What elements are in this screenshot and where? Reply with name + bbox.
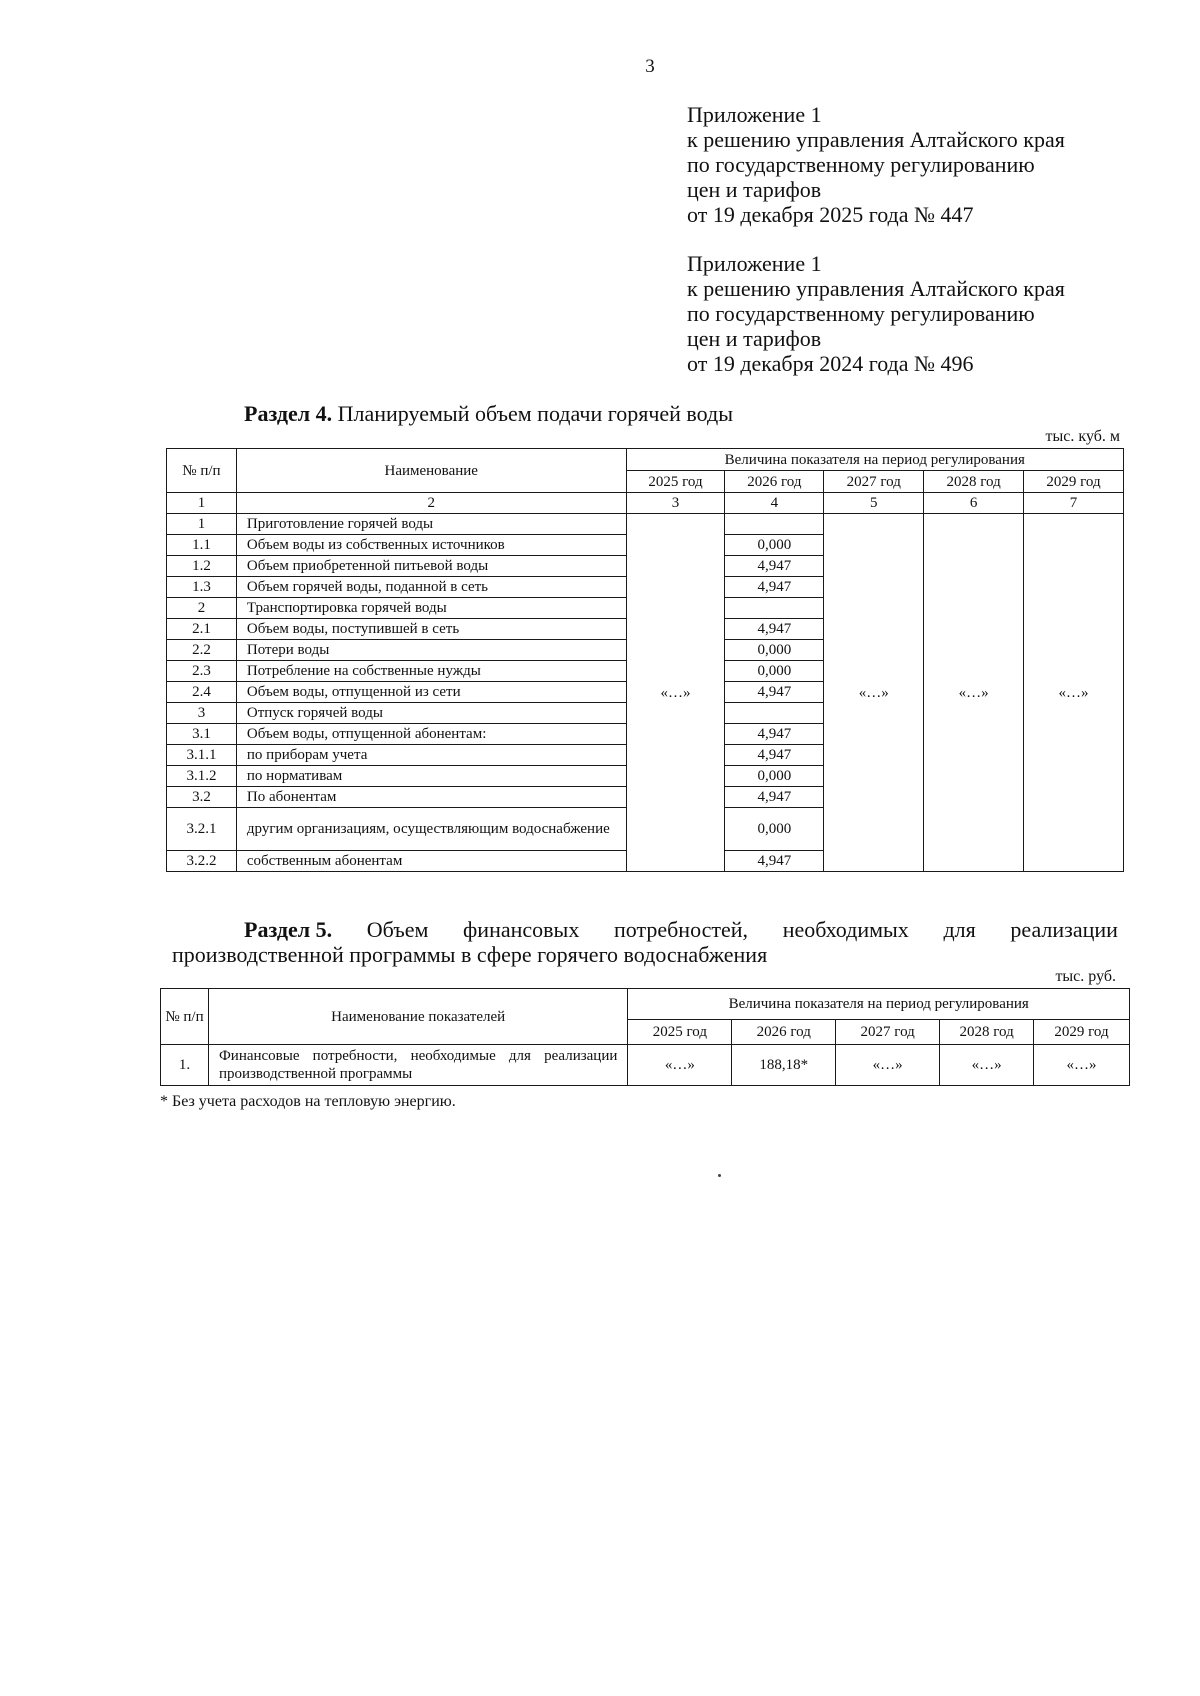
row-num: 1.2 — [167, 556, 237, 577]
row-name: по нормативам — [236, 766, 626, 787]
annex-line: по государственному регулированию — [687, 301, 1035, 326]
header-name: Наименование показателей — [208, 989, 627, 1045]
section5-word: финансовых — [463, 917, 580, 942]
row-name: Потери воды — [236, 640, 626, 661]
row-num: 3.2 — [167, 787, 237, 808]
header-year: 2029 год — [1034, 1020, 1130, 1045]
value-2026 — [725, 598, 824, 619]
header-year: 2026 год — [732, 1020, 836, 1045]
column-number: 7 — [1024, 493, 1124, 514]
section5-word: необходимых — [782, 917, 909, 942]
value-2026: 4,947 — [725, 787, 824, 808]
value-2026: 0,000 — [725, 640, 824, 661]
column-number: 5 — [824, 493, 924, 514]
value-2026 — [725, 703, 824, 724]
section5-label: Раздел 5. — [244, 917, 333, 942]
row-num: 3 — [167, 703, 237, 724]
row-name: Объем горячей воды, поданной в сеть — [236, 577, 626, 598]
section5-title-line2: производственной программы в сфере горячего водоснабжения — [172, 942, 768, 967]
value-2026: 4,947 — [725, 577, 824, 598]
value-2027: «…» — [836, 1045, 940, 1086]
annex-line: к решению управления Алтайского края — [687, 127, 1065, 152]
row-num: 3.2.2 — [167, 851, 237, 872]
annex-line: к решению управления Алтайского края — [687, 276, 1065, 301]
header-year: 2025 год — [626, 471, 725, 493]
row-num: 3.1.1 — [167, 745, 237, 766]
row-name: По абонентам — [236, 787, 626, 808]
row-name: Объем воды, отпущенной абонентам: — [236, 724, 626, 745]
row-name: Приготовление горячей воды — [236, 514, 626, 535]
row-num: 1.1 — [167, 535, 237, 556]
header-period: Величина показателя на период регулирования — [628, 989, 1130, 1020]
row-name: Отпуск горячей воды — [236, 703, 626, 724]
section5-word: реализации — [1010, 917, 1118, 942]
annex-current — [687, 102, 1167, 227]
column-number: 4 — [725, 493, 824, 514]
section5-word: для — [943, 917, 976, 942]
column-number: 6 — [924, 493, 1024, 514]
value-2026: 4,947 — [725, 556, 824, 577]
row-name: Объем приобретенной питьевой воды — [236, 556, 626, 577]
row-name: Транспортировка горячей воды — [236, 598, 626, 619]
row-name: другим организациям, осуществляющим водоснабжение — [236, 808, 626, 851]
section4-label: Раздел 4. — [244, 401, 333, 426]
row-num: 1.3 — [167, 577, 237, 598]
annex-previous — [687, 251, 1167, 376]
value-2026: 4,947 — [725, 745, 824, 766]
row-num: 3.1.2 — [167, 766, 237, 787]
section5-word: Объем — [366, 917, 429, 942]
section4-title: Планируемый объем подачи горячей воды — [332, 401, 734, 426]
value-2027-placeholder: «…» — [824, 514, 924, 872]
row-num: 3.2.1 — [167, 808, 237, 851]
header-num: № п/п — [167, 449, 237, 493]
header-year: 2028 год — [924, 471, 1024, 493]
row-num: 2.3 — [167, 661, 237, 682]
speck-mark — [718, 1174, 721, 1177]
value-2029-placeholder: «…» — [1024, 514, 1124, 872]
row-num: 1. — [161, 1045, 209, 1086]
header-year: 2027 год — [836, 1020, 940, 1045]
header-year: 2028 год — [940, 1020, 1034, 1045]
annex-line: по государственному регулированию — [687, 152, 1035, 177]
value-2026 — [725, 514, 824, 535]
value-2026: 0,000 — [725, 535, 824, 556]
value-2026: 188,18* — [732, 1045, 836, 1086]
row-name: по приборам учета — [236, 745, 626, 766]
table-row — [161, 1045, 1130, 1086]
header-name: Наименование — [236, 449, 626, 493]
hot-water-volume-table — [166, 448, 1124, 872]
value-2026: 4,947 — [725, 682, 824, 703]
annex-date: от 19 декабря 2024 года № 496 — [687, 351, 974, 376]
annex-line: цен и тарифов — [687, 326, 822, 351]
value-2028-placeholder: «…» — [924, 514, 1024, 872]
header-num: № п/п — [161, 989, 209, 1045]
table-row — [167, 514, 1124, 535]
value-2026: 4,947 — [725, 619, 824, 640]
row-num: 2.4 — [167, 682, 237, 703]
section5-word: потребностей, — [613, 917, 749, 942]
header-period: Величина показателя на период регулирования — [626, 449, 1123, 471]
page-number: 3 — [645, 56, 655, 77]
row-name: Объем воды, поступившей в сеть — [236, 619, 626, 640]
header-year: 2025 год — [628, 1020, 732, 1045]
header-year: 2027 год — [824, 471, 924, 493]
column-number: 3 — [626, 493, 725, 514]
value-2025-placeholder: «…» — [626, 514, 725, 872]
section5-unit: тыс. руб. — [1055, 968, 1116, 985]
value-2026: 0,000 — [725, 661, 824, 682]
row-num: 2.1 — [167, 619, 237, 640]
column-number: 1 — [167, 493, 237, 514]
row-num: 3.1 — [167, 724, 237, 745]
annex-title: Приложение 1 — [687, 251, 822, 276]
row-name: собственным абонентам — [236, 851, 626, 872]
row-num: 2.2 — [167, 640, 237, 661]
value-2026: 0,000 — [725, 766, 824, 787]
header-year: 2029 год — [1024, 471, 1124, 493]
row-num: 2 — [167, 598, 237, 619]
header-year: 2026 год — [725, 471, 824, 493]
row-name: Потребление на собственные нужды — [236, 661, 626, 682]
row-name: Объем воды из собственных источников — [236, 535, 626, 556]
value-2026: 0,000 — [725, 808, 824, 851]
value-2028: «…» — [940, 1045, 1034, 1086]
row-name: Финансовые потребности, необходимые для реализации производственной программы — [208, 1045, 627, 1086]
annex-title: Приложение 1 — [687, 102, 822, 127]
section5-heading — [172, 917, 1118, 967]
value-2029: «…» — [1034, 1045, 1130, 1086]
financial-needs-table — [160, 988, 1130, 1086]
annex-line: цен и тарифов — [687, 177, 822, 202]
value-2025: «…» — [628, 1045, 732, 1086]
value-2026: 4,947 — [725, 851, 824, 872]
annex-date: от 19 декабря 2025 года № 447 — [687, 202, 974, 227]
section4-heading — [244, 401, 733, 427]
row-name: Объем воды, отпущенной из сети — [236, 682, 626, 703]
footnote: * Без учета расходов на тепловую энергию. — [160, 1093, 456, 1110]
section4-unit: тыс. куб. м — [1045, 428, 1120, 445]
value-2026: 4,947 — [725, 724, 824, 745]
column-number: 2 — [236, 493, 626, 514]
row-num: 1 — [167, 514, 237, 535]
